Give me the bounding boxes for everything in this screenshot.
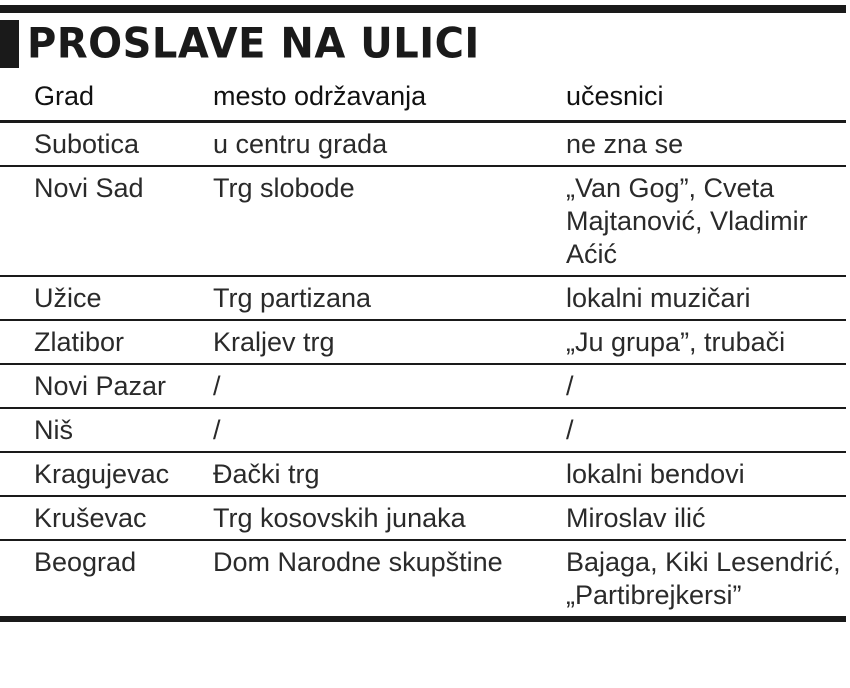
cell-venue: Trg partizana xyxy=(213,276,566,320)
cell-participants: lokalni muzičari xyxy=(566,276,846,320)
top-rule xyxy=(0,5,846,13)
cell-venue: Đački trg xyxy=(213,452,566,496)
table-row xyxy=(0,122,846,167)
cell-city: Kragujevac xyxy=(0,452,213,496)
cell-city: Novi Sad xyxy=(0,166,213,276)
cell-city: Zlatibor xyxy=(0,320,213,364)
cell-venue: Trg kosovskih junaka xyxy=(213,496,566,540)
cell-participants: Bajaga, Kiki Lesendrić, „Partibrejkersi” xyxy=(566,540,846,619)
cell-venue: / xyxy=(213,408,566,452)
table-row xyxy=(0,320,846,364)
table-row xyxy=(0,364,846,408)
cell-participants: / xyxy=(566,408,846,452)
page-title: PROSLAVE NA ULICI xyxy=(27,19,480,69)
cell-city: Novi Pazar xyxy=(0,364,213,408)
table-row xyxy=(0,276,846,320)
cell-participants: Miroslav ilić xyxy=(566,496,846,540)
table-row xyxy=(0,408,846,452)
cell-venue: Dom Narodne skupštine xyxy=(213,540,566,619)
cell-participants: lokalni bendovi xyxy=(566,452,846,496)
header-row xyxy=(0,76,846,122)
title-block xyxy=(0,14,480,74)
header-participants: učesnici xyxy=(566,76,846,122)
cell-participants: / xyxy=(566,364,846,408)
cell-venue: / xyxy=(213,364,566,408)
table-row xyxy=(0,452,846,496)
cell-venue: u centru grada xyxy=(213,122,566,167)
table-row xyxy=(0,496,846,540)
cell-participants: „Van Gog”, Cveta Majtanović, Vladimir Aćić xyxy=(566,166,846,276)
cell-city: Užice xyxy=(0,276,213,320)
cell-city: Subotica xyxy=(0,122,213,167)
cell-city: Kruševac xyxy=(0,496,213,540)
title-marker xyxy=(0,20,19,68)
header-city: Grad xyxy=(0,76,213,122)
table-row xyxy=(0,540,846,619)
cell-venue: Trg slobode xyxy=(213,166,566,276)
cell-participants: „Ju grupa”, trubači xyxy=(566,320,846,364)
cell-city: Niš xyxy=(0,408,213,452)
celebrations-table xyxy=(0,76,846,622)
table-row xyxy=(0,166,846,276)
cell-venue: Kraljev trg xyxy=(213,320,566,364)
header-venue: mesto održavanja xyxy=(213,76,566,122)
cell-city: Beograd xyxy=(0,540,213,619)
cell-participants: ne zna se xyxy=(566,122,846,167)
